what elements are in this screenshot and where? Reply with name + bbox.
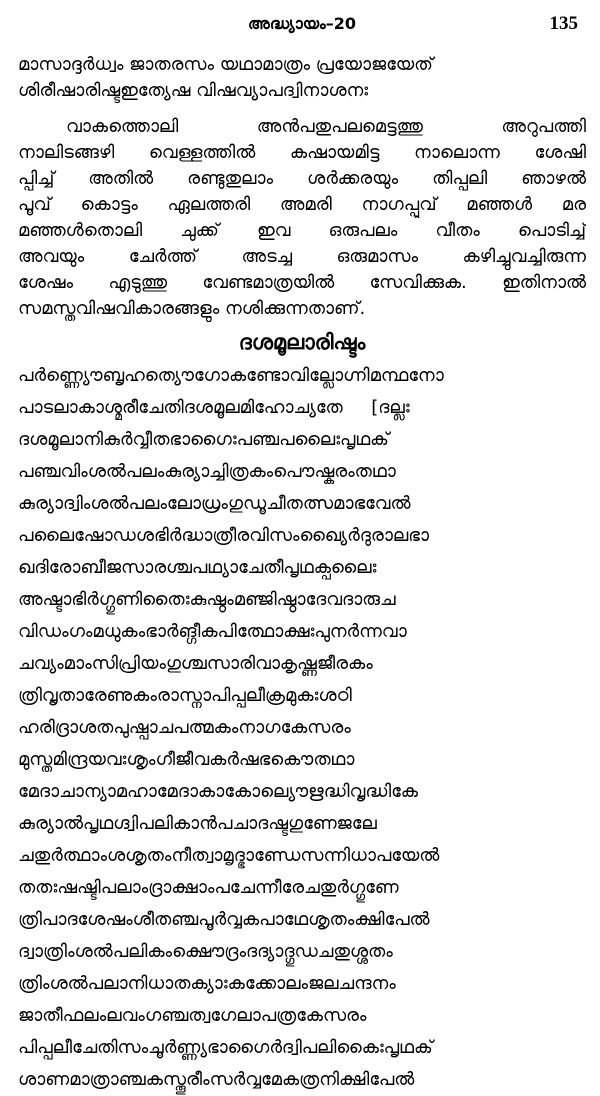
section-title: ദശമൂലാരിഷ്ടം [238, 330, 366, 354]
verse-line: ശാണമാത്രാഞ്ചകസ്തൂരീംസർവ്വമേകത്രനിക്ഷിപേൽ [18, 1069, 415, 1090]
text-line: വാകത്തൊലി അൻപതുപലമെട്ടത്തു അറുപത്തി [66, 116, 586, 137]
chapter-heading: അദ്ധ്യായം–20 [247, 14, 357, 33]
text-line: ശിരീഷാരിഷ്ടഇത്യേഷ വിഷവ്യാപദ്വിനാശനഃ [18, 80, 369, 101]
text-line: പൂവ് കൊട്ടം ഏലത്തരി അമരി നാഗപ്പൂവ് മഞ്ഞൾ മര [18, 194, 586, 215]
verse-line: തതഃഷഷ്ടിപലാംദ്രാക്ഷാംപചേന്നീരേചതുർഗ്ഗുണേ [18, 877, 399, 898]
verse-line: കുര്യാദ്വിംശൽപലംലോധ്രംഗുഡൂചീതത്സമാഭവേൽ [18, 493, 411, 514]
verse-line: പർണ്ണ്യൌബൃഹത്യൌഗോകണ്ടോവില്ലോഗ്നിമന്ഥനോ [18, 365, 444, 386]
verse-line: പാടലാകാശ്മരീചേതിദശമൂലമിഹോച്യതേ [ദല്ലഃ [18, 397, 410, 418]
text-line: മാസാദ്ദർധ്വം ജാതരസം യഥാമാത്രം പ്രയോജയേത് [18, 54, 433, 75]
verse-block [18, 360, 586, 1096]
verse-line: ചതുർത്ഥാംശശൃതംനീത്വാമൃദ്ഭാണ്ഡേസന്നിധാപയേൽ [18, 845, 440, 866]
verse-line: ത്രിംശൽപലാനിധാതക്യാഃകക്കോലംജലചന്ദനം [18, 973, 396, 994]
verse-line: മേദാചാന്യാമഹാമേദാകാകോല്യൌഋദ്ധിവൃദ്ധികേ [18, 781, 418, 802]
verse-line: അഷ്ടാഭിർഗ്ഗുണിതൈഃകുഷ്ഠംമഞ്ജിഷ്ഠാദേവദാരുച [18, 589, 396, 610]
page-header [18, 8, 586, 52]
text-line: സമസ്തവിഷവികാരങ്ങളും നശിക്കുന്നതാണ്. [18, 298, 366, 319]
text-line: പ്പിച്ച് അതിൽ രണ്ടുതുലാം ശർക്കരയും തിപ്പലി ഞാഴൽ [18, 168, 586, 189]
prose-paragraph [18, 114, 586, 322]
verse-line: ജാതീഫലംലവംഗഞ്ചത്വഗേലാപത്രകേസരം [18, 1005, 367, 1026]
verse-line: പലൈഷോഡശഭിർദ്ധാത്രീരവിസംഖ്യൈർദുരാലഭാ [18, 525, 429, 546]
verse-line: വിഡംഗംമധുകംഭാർങ്ഗീകപിത്ഥോക്ഷഃപുനർന്നവാ [18, 621, 407, 642]
verse-line: ദശമൂലാനികുർവ്വീതഭാഗൈഃപഞ്ചപലൈഃപൃഥക് [18, 429, 389, 450]
page-number: 135 [549, 13, 578, 34]
verse-line: ഹരിദ്രാശതപുഷ്പാചപത്മകംനാഗകേസരം [18, 717, 351, 738]
verse-line: ത്രിപാദശേഷംശീതഞ്ചപൂർവ്വകപാഥേശൃതംക്ഷിപേൽ [18, 909, 430, 930]
verse-line: പഞ്ചവിംശൽപലംകുര്യാച്ചിത്രകംപൌഷ്കരംതഥാ [18, 461, 396, 482]
intro-verse [18, 52, 586, 104]
text-line: മഞ്ഞൾതൊലി ചുക്ക് ഇവ ഒരുപലം വീതം പൊടിച്ച് [18, 220, 586, 241]
verse-line: കുര്യാൽപൃഥഗ്ദ്വിപലികാൻപചാദഷ്ടഗുണേജലേ [18, 813, 377, 834]
text-line: നാലിടങ്ങഴി വെള്ളത്തിൽ കഷായമിട്ട നാലൊന്ന ശേഷി [18, 142, 586, 163]
verse-line: ഖദിരോബീജസാരശ്ചപഥ്യാചേതീപൃഥക്പലൈഃ [18, 557, 377, 578]
verse-line: ത്രിവൃതാരേണുകംരാസ്നാപിപ്പലീക്രമുകഃശഠി [18, 685, 352, 706]
text-line: അവയും ചേർത്ത് അടച്ച ഒരുമാസം കഴിച്ചുവച്ചിരുന്ന [18, 246, 586, 267]
verse-line: മുസ്തമിന്ദ്രയവഃശൃംഗീജീവകർഷഭകൌതഥാ [18, 749, 355, 770]
verse-line: പിപ്പലീചേതിസംചൂർണ്ണ്യഭാഗൈർദ്വിപലികൈഃപൃഥക് [18, 1037, 433, 1058]
verse-line: ചവ്യംമാംസിപ്രിയംഗുശ്ചസാരിവാകൃഷ്ണജീരകം [18, 653, 373, 674]
verse-line: ദ്വാത്രിംശൽപലികംക്ഷൌദ്രംദദ്യാദ്ഗുഡചതുശ്ശതം [18, 941, 393, 962]
text-line: ശേഷം എടുത്തു വേണ്ടമാത്രയിൽ സേവിക്കുക. ഇതിനാൽ [18, 272, 586, 293]
